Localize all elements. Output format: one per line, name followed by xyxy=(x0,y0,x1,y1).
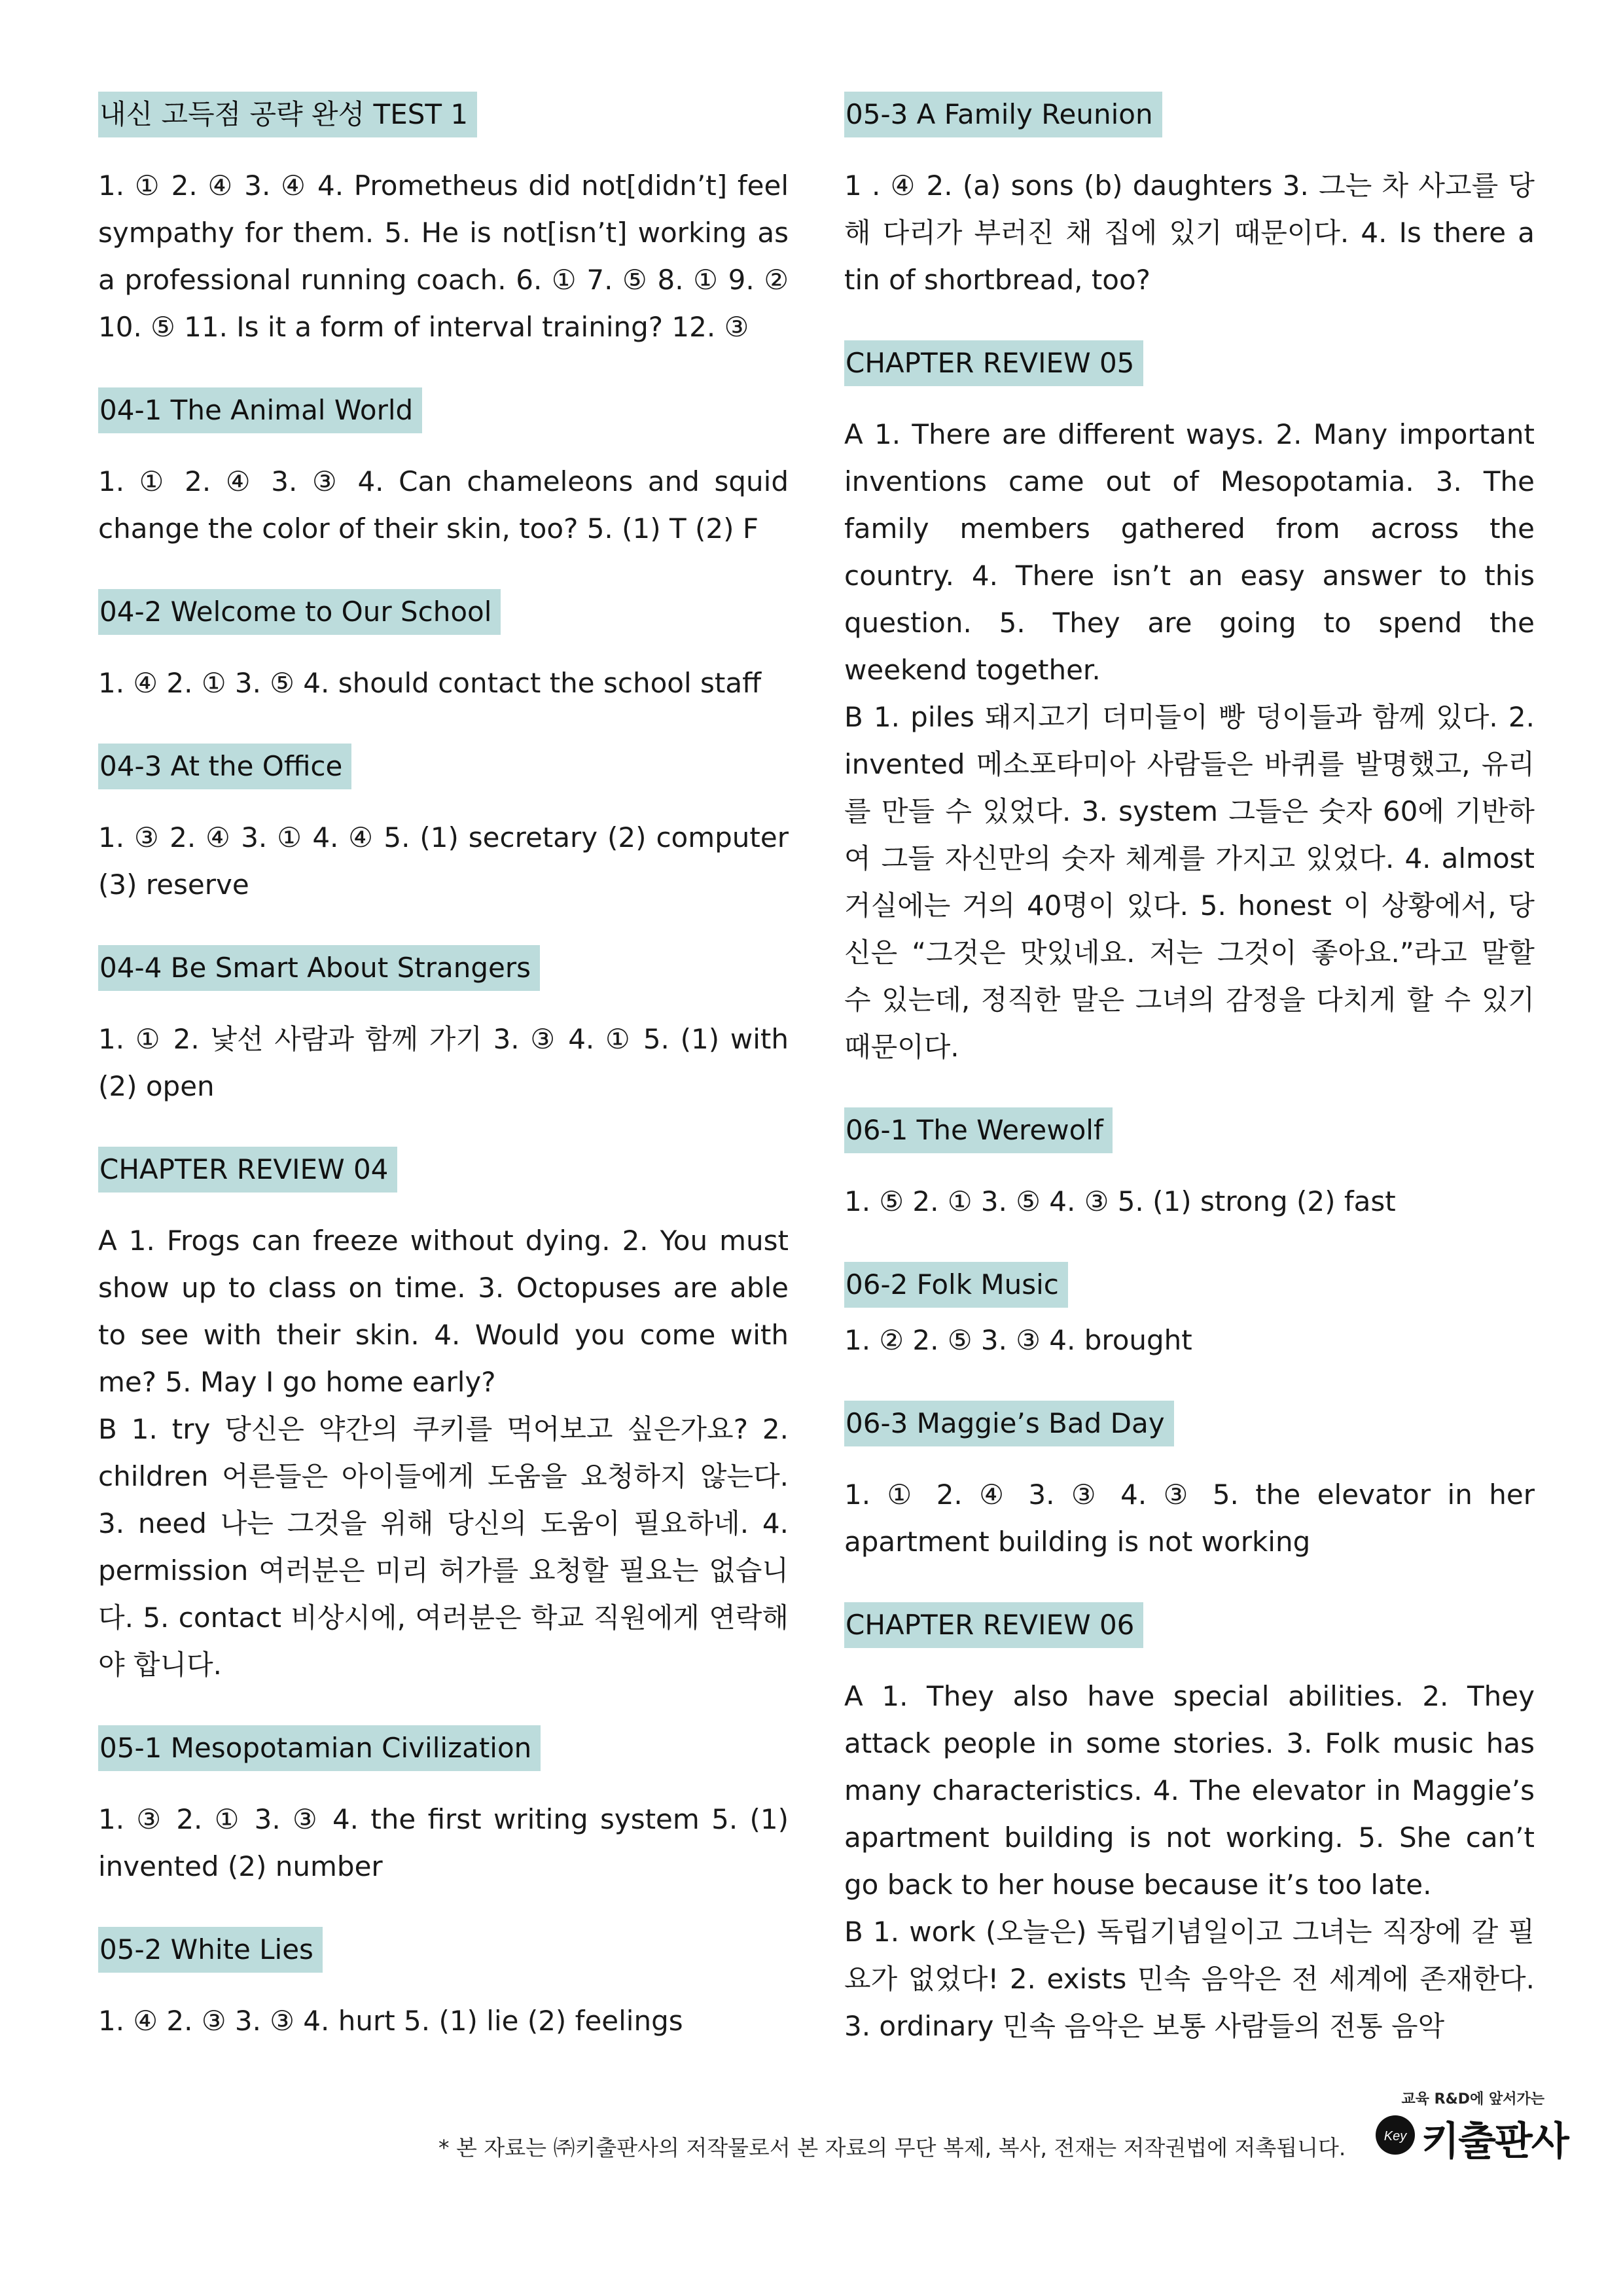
answer-section xyxy=(98,387,789,552)
answer-section xyxy=(98,945,789,1110)
section-heading: 05-1 Mesopotamian Civilization xyxy=(98,1725,541,1771)
answer-section xyxy=(98,1725,789,1890)
answer-text: B 1. work (오늘은) 독립기념일이고 그녀는 직장에 갈 필요가 없었다! 2. exists 민속 음악은 전 세계에 존재한다. 3. ordinary 민속 음악은 보통 사람들의 전통 음악 xyxy=(844,1916,1535,2042)
answer-text: B 1. piles 돼지고기 더미들이 빵 덩이들과 함께 있다. 2. invented 메소포타미아 사람들은 바퀴를 발명했고, 유리를 만들 수 있었다. 3. system 그들은 숫자 60에 기반하여 그들 자신만의 숫자 체계를 가지고 있었다. 4. almost 거실에는 거의 40명이 있다. 5. honest 이 상황에서, 당신은 “그것은 맛있네요. 저는 그것이 좋아요.”라고 말할 수 있는데, 정직한 말은 그녀의 감정을 다치게 할 수 있기 때문이다. xyxy=(844,701,1535,1063)
section-heading: CHAPTER REVIEW 06 xyxy=(844,1602,1143,1648)
section-heading: 05-2 White Lies xyxy=(98,1927,323,1973)
logo-tagline: 교육 R&D에 앞서가는 xyxy=(1401,2091,1544,2108)
answer-section xyxy=(98,744,789,908)
answer-section xyxy=(98,1927,789,2045)
answer-text: 1. ③ 2. ① 3. ③ 4. the first writing system 5. (1) invented (2) number xyxy=(98,1803,789,1882)
right-column xyxy=(844,92,1535,2087)
left-column xyxy=(98,92,789,2081)
section-heading: 06-3 Maggie’s Bad Day xyxy=(844,1401,1174,1446)
answer-text: A 1. They also have special abilities. 2. They attack people in some stories. 3. Folk music has many characteristics. 4. The elevator in Maggie’s apartment building is not working. 5. She can’t go back to her house because it’s too late. xyxy=(844,1680,1535,1901)
answer-text: 1. ③ 2. ④ 3. ① 4. ④ 5. (1) secretary (2) computer (3) reserve xyxy=(98,821,789,901)
section-heading: CHAPTER REVIEW 05 xyxy=(844,340,1143,386)
answer-text: A 1. There are different ways. 2. Many important inventions came out of Mesopotamia. 3. The family members gathered from across the country. 4. There isn’t an easy answer to this question. 5. They are going to spend the weekend together. xyxy=(844,418,1535,686)
answer-text: 1. ① 2. ④ 3. ③ 4. ③ 5. the elevator in her apartment building is not working xyxy=(844,1479,1535,1558)
copyright-notice: * 본 자료는 ㈜키출판사의 저작물로서 본 자료의 무단 복제, 복사, 전재는 저작권법에 저촉됩니다. xyxy=(438,2135,1346,2161)
answer-section xyxy=(844,1107,1535,1225)
answer-text: 1. ① 2. ④ 3. ④ 4. Prometheus did not[didn’t] feel sympathy for them. 5. He is not[isn’t] working as a professional running coach. 6. ① 7. ⑤ 8. ① 9. ② 10. ⑤ 11. Is it a form of interval training? 12. ③ xyxy=(98,170,789,343)
section-heading: 06-2 Folk Music xyxy=(844,1262,1068,1308)
answer-section xyxy=(844,92,1535,304)
answer-text: B 1. try 당신은 약간의 쿠키를 먹어보고 싶은가요? 2. children 어른들은 아이들에게 도움을 요청하지 않는다. 3. need 나는 그것을 위해 당신의 도움이 필요하네. 4. permission 여러분은 미리 허가를 요청할 필요는 없습니다. 5. contact 비상시에, 여러분은 학교 직원에게 연락해야 합니다. xyxy=(98,1413,789,1681)
answer-section xyxy=(98,589,789,707)
section-heading: 04-4 Be Smart About Strangers xyxy=(98,945,540,991)
key-logo-icon xyxy=(1374,2114,1416,2156)
answer-section xyxy=(98,92,789,351)
answer-text: 1. ⑤ 2. ① 3. ⑤ 4. ③ 5. (1) strong (2) fast xyxy=(844,1185,1396,1217)
section-heading: 06-1 The Werewolf xyxy=(844,1107,1113,1153)
section-heading: 내신 고득점 공략 완성 TEST 1 xyxy=(98,92,477,137)
answer-text: 1. ② 2. ⑤ 3. ③ 4. brought xyxy=(844,1324,1192,1356)
publisher-logo xyxy=(1374,2088,1568,2164)
answer-section xyxy=(844,340,1535,1071)
answer-section xyxy=(844,1262,1535,1364)
section-heading: 05-3 A Family Reunion xyxy=(844,92,1162,137)
answer-text: 1. ① 2. 낯선 사람과 함께 가기 3. ③ 4. ① 5. (1) with (2) open xyxy=(98,1023,789,1102)
answer-section xyxy=(98,1147,789,1689)
answer-section xyxy=(844,1401,1535,1566)
section-heading: 04-1 The Animal World xyxy=(98,387,422,433)
logo-name: 키출판사 xyxy=(1421,2119,1568,2164)
answer-text: A 1. Frogs can freeze without dying. 2. You must show up to class on time. 3. Octopuses are able to see with their skin. 4. Would you come with me? 5. May I go home early? xyxy=(98,1225,789,1398)
section-heading: CHAPTER REVIEW 04 xyxy=(98,1147,397,1193)
logo-mark-text: Key xyxy=(1383,2129,1407,2144)
section-heading: 04-3 At the Office xyxy=(98,744,351,789)
section-heading: 04-2 Welcome to Our School xyxy=(98,589,501,635)
answer-text: 1. ④ 2. ① 3. ⑤ 4. should contact the school staff xyxy=(98,667,762,699)
answer-text: 1. ④ 2. ③ 3. ③ 4. hurt 5. (1) lie (2) feelings xyxy=(98,2005,683,2037)
answer-section xyxy=(844,1602,1535,2050)
answer-text: 1 . ④ 2. (a) sons (b) daughters 3. 그는 차 사고를 당해 다리가 부러진 채 집에 있기 때문이다. 4. Is there a tin of shortbread, too? xyxy=(844,170,1535,296)
answer-text: 1. ① 2. ④ 3. ③ 4. Can chameleons and squid change the color of their skin, too? 5. (1) T (2) F xyxy=(98,465,789,545)
